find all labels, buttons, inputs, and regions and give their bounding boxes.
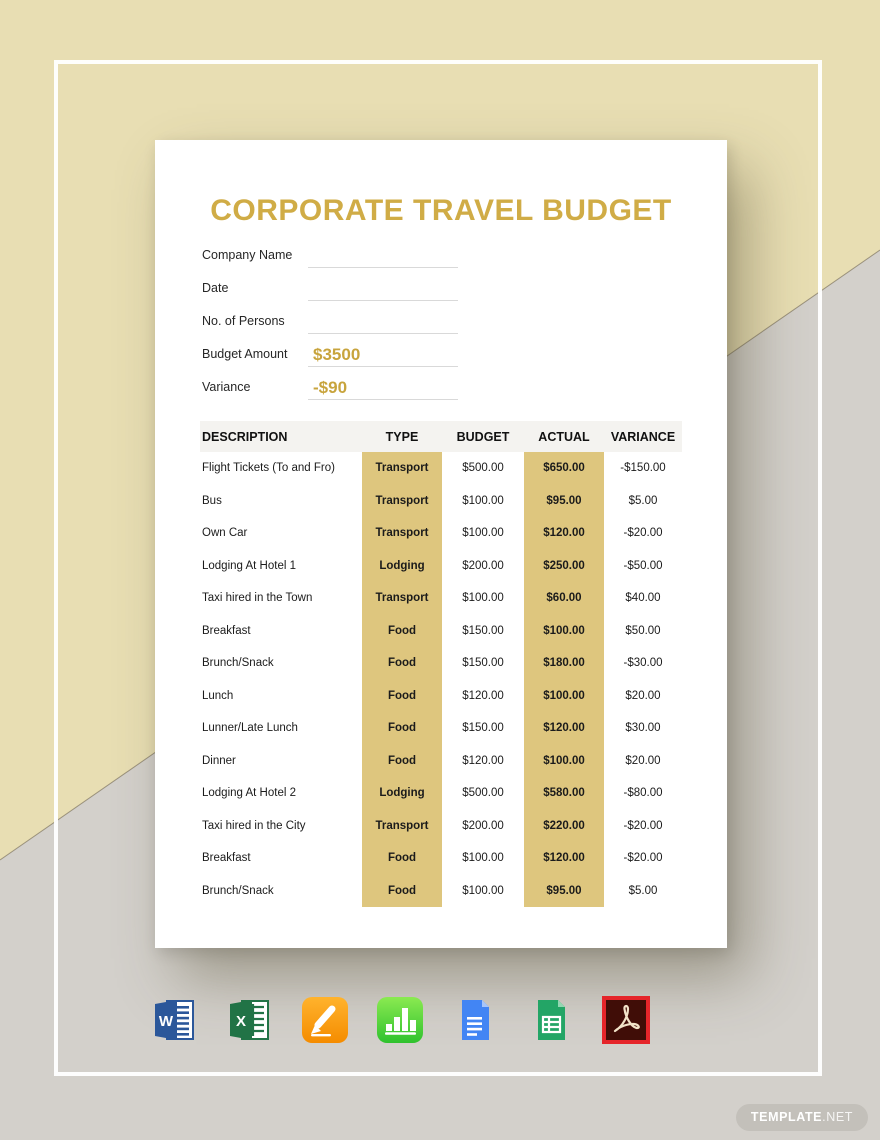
table-header-row (200, 421, 682, 452)
cell-actual: $120.00 (524, 712, 604, 745)
table-body (200, 452, 682, 907)
table-row (200, 582, 682, 615)
cell-variance: -$80.00 (623, 787, 663, 800)
table-row (200, 712, 682, 745)
cell-actual: $100.00 (524, 615, 604, 648)
word-icon[interactable] (150, 996, 198, 1044)
field-input-line (308, 242, 458, 268)
cell-actual: $95.00 (524, 875, 604, 908)
cell-budget: $120.00 (462, 689, 504, 702)
budget-table (200, 421, 682, 907)
table-row (200, 550, 682, 583)
cell-budget: $500.00 (462, 787, 504, 800)
cell-description: Lodging At Hotel 1 (202, 559, 296, 572)
field-input-line (308, 341, 458, 367)
cell-variance: -$50.00 (623, 559, 663, 572)
column-header-variance: VARIANCE (610, 429, 676, 444)
cell-description: Taxi hired in the City (202, 819, 306, 832)
cell-variance: $40.00 (625, 592, 661, 605)
cell-actual: $120.00 (524, 517, 604, 550)
cell-variance: $50.00 (625, 624, 661, 637)
numbers-icon[interactable] (376, 996, 424, 1044)
table-row (200, 647, 682, 680)
cell-variance: $20.00 (625, 754, 661, 767)
field-input-line (308, 374, 458, 400)
cell-actual: $180.00 (524, 647, 604, 680)
field-label: No. of Persons (202, 314, 285, 328)
table-row (200, 485, 682, 518)
column-header-description: DESCRIPTION (202, 429, 288, 444)
cell-description: Dinner (202, 754, 236, 767)
field-label: Variance (202, 380, 251, 394)
column-header-actual: ACTUAL (538, 429, 590, 444)
brand-name-bold: TEMPLATE (750, 1110, 823, 1124)
cell-type: Transport (362, 517, 442, 550)
excel-icon[interactable] (225, 996, 273, 1044)
form-field-row (202, 235, 458, 268)
table-row (200, 842, 682, 875)
table-row (200, 745, 682, 778)
cell-description: Lunch (202, 689, 234, 702)
cell-budget: $150.00 (462, 657, 504, 670)
cell-type: Transport (362, 485, 442, 518)
cell-description: Breakfast (202, 624, 251, 637)
file-format-icons (150, 994, 650, 1046)
cell-budget: $200.00 (462, 559, 504, 572)
cell-budget: $120.00 (462, 754, 504, 767)
cell-actual: $60.00 (524, 582, 604, 615)
form-field-row (202, 301, 458, 334)
field-value: -$90 (313, 378, 348, 397)
table-row (200, 810, 682, 843)
cell-type: Food (362, 712, 442, 745)
cell-type: Transport (362, 582, 442, 615)
pages-icon[interactable] (301, 996, 349, 1044)
cell-type: Lodging (362, 550, 442, 583)
google-sheets-icon[interactable] (527, 996, 575, 1044)
table-row (200, 517, 682, 550)
brand-name-light: .NET (822, 1110, 853, 1124)
cell-description: Own Car (202, 527, 248, 540)
cell-actual: $220.00 (524, 810, 604, 843)
template-net-badge[interactable] (736, 1104, 868, 1131)
cell-actual: $580.00 (524, 777, 604, 810)
cell-description: Lunner/Late Lunch (202, 722, 298, 735)
field-label: Company Name (202, 248, 293, 262)
cell-variance: $5.00 (628, 884, 658, 897)
page-title: CORPORATE TRAVEL BUDGET (210, 194, 672, 227)
table-row (200, 680, 682, 713)
cell-variance: -$30.00 (623, 657, 663, 670)
cell-description: Bus (202, 494, 222, 507)
table-row (200, 777, 682, 810)
field-label: Date (202, 281, 229, 295)
cell-budget: $200.00 (462, 819, 504, 832)
cell-type: Food (362, 680, 442, 713)
cell-variance: $20.00 (625, 689, 661, 702)
cell-actual: $250.00 (524, 550, 604, 583)
cell-variance: $5.00 (628, 494, 658, 507)
cell-description: Breakfast (202, 852, 251, 865)
cell-type: Transport (362, 452, 442, 485)
cell-type: Transport (362, 810, 442, 843)
table-row (200, 875, 682, 908)
svg-text:W: W (158, 1013, 174, 1030)
cell-variance: -$20.00 (623, 852, 663, 865)
document-card (155, 140, 727, 948)
table-row (200, 452, 682, 485)
cell-description: Flight Tickets (To and Fro) (202, 462, 335, 475)
cell-variance: $30.00 (625, 722, 661, 735)
cell-type: Food (362, 615, 442, 648)
column-header-budget: BUDGET (456, 429, 510, 444)
cell-type: Food (362, 745, 442, 778)
form-field-row (202, 334, 458, 367)
cell-budget: $100.00 (462, 884, 504, 897)
cell-budget: $100.00 (462, 494, 504, 507)
form-field-row (202, 268, 458, 301)
cell-description: Brunch/Snack (202, 657, 274, 670)
svg-text:X: X (236, 1013, 247, 1030)
cell-budget: $100.00 (462, 852, 504, 865)
cell-type: Lodging (362, 777, 442, 810)
pdf-icon[interactable] (602, 996, 650, 1044)
cell-type: Food (362, 647, 442, 680)
cell-description: Lodging At Hotel 2 (202, 787, 296, 800)
google-docs-icon[interactable] (451, 996, 499, 1044)
cell-variance: -$20.00 (623, 527, 663, 540)
form-field-row (202, 367, 458, 400)
cell-budget: $100.00 (462, 527, 504, 540)
table-row (200, 615, 682, 648)
cell-actual: $100.00 (524, 745, 604, 778)
field-value: $3500 (313, 345, 361, 364)
cell-description: Taxi hired in the Town (202, 592, 313, 605)
cell-description: Brunch/Snack (202, 884, 274, 897)
cell-actual: $100.00 (524, 680, 604, 713)
cell-actual: $650.00 (524, 452, 604, 485)
cell-type: Food (362, 875, 442, 908)
field-input-line (308, 308, 458, 334)
cell-budget: $150.00 (462, 722, 504, 735)
cell-variance: -$20.00 (623, 819, 663, 832)
cell-variance: -$150.00 (620, 462, 666, 475)
cell-budget: $150.00 (462, 624, 504, 637)
cell-actual: $95.00 (524, 485, 604, 518)
field-input-line (308, 275, 458, 301)
cell-type: Food (362, 842, 442, 875)
cell-budget: $100.00 (462, 592, 504, 605)
cell-actual: $120.00 (524, 842, 604, 875)
cell-budget: $500.00 (462, 462, 504, 475)
field-label: Budget Amount (202, 347, 288, 361)
column-header-type: TYPE (385, 429, 419, 444)
form-fields (202, 235, 458, 400)
